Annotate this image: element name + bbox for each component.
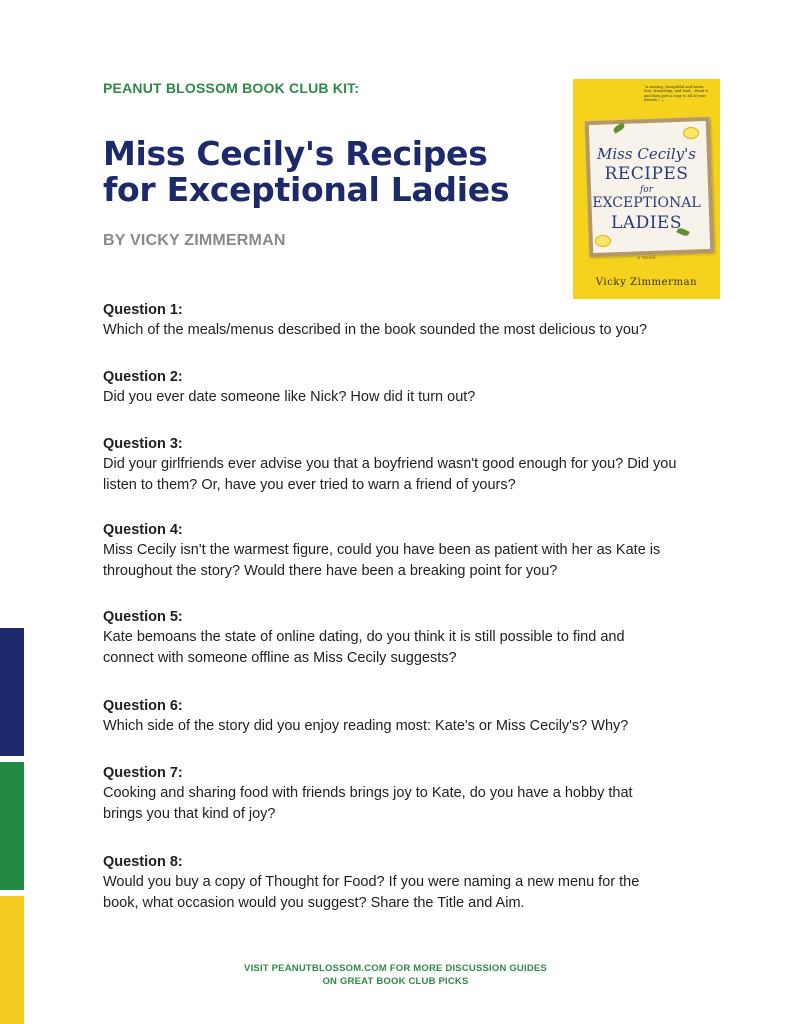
question-label: Question 8: bbox=[103, 854, 183, 870]
question-text-line: brings you that kind of joy? bbox=[103, 806, 276, 822]
question-5 bbox=[103, 607, 723, 669]
lemon-icon bbox=[683, 127, 699, 139]
author-byline: BY VICKY ZIMMERMAN bbox=[103, 232, 286, 249]
question-text-line: Which side of the story did you enjoy reading most: Kate's or Miss Cecily's? Why? bbox=[103, 718, 629, 734]
question-text-line: Miss Cecily isn't the warmest figure, could you have been as patient with her as Kate is bbox=[103, 542, 661, 558]
question-text-line: Cooking and sharing food with friends brings joy to Kate, do you have a hobby that bbox=[103, 785, 633, 801]
stripe-yellow bbox=[0, 896, 24, 1024]
question-4 bbox=[103, 520, 723, 582]
book-cover bbox=[573, 79, 720, 299]
question-text-line: connect with someone offline as Miss Cecily suggests? bbox=[103, 650, 457, 666]
question-label: Question 2: bbox=[103, 369, 183, 385]
stripe-navy bbox=[0, 628, 24, 756]
question-text-line: Would you buy a copy of Thought for Food? If you were naming a new menu for the bbox=[103, 874, 640, 890]
question-1 bbox=[103, 300, 723, 341]
footer-link bbox=[0, 962, 791, 988]
cover-author: Vicky Zimmerman bbox=[595, 277, 698, 288]
cover-title-part-2: RECIPES bbox=[604, 164, 689, 184]
stripe-green bbox=[0, 762, 24, 890]
page-title bbox=[103, 136, 553, 208]
cover-title-part-1: Miss Cecily's bbox=[597, 145, 696, 163]
question-text-line: throughout the story? Would there have been a breaking point for you? bbox=[103, 563, 558, 579]
question-6 bbox=[103, 696, 723, 737]
question-7 bbox=[103, 763, 723, 825]
cover-subtitle: a novel bbox=[637, 255, 656, 261]
footer-line-1: VISIT PEANUTBLOSSOM.COM FOR MORE DISCUSSION GUIDES bbox=[244, 963, 547, 974]
question-text-line: Kate bemoans the state of online dating, do you think it is still possible to find and bbox=[103, 629, 625, 645]
question-text-line: Did you ever date someone like Nick? How did it turn out? bbox=[103, 389, 476, 405]
cover-title-part-5: LADIES bbox=[611, 213, 682, 233]
question-text-line: Did your girlfriends ever advise you that a boyfriend wasn't good enough for you? Did you bbox=[103, 456, 677, 472]
title-line-2: for Exceptional Ladies bbox=[103, 170, 510, 209]
cover-title-part-3: for bbox=[639, 185, 654, 195]
title-line-1: Miss Cecily's Recipes bbox=[103, 134, 488, 173]
question-text-line: Which of the meals/menus described in the book sounded the most delicious to you? bbox=[103, 322, 648, 338]
question-label: Question 3: bbox=[103, 436, 183, 452]
question-text-line: listen to them? Or, have you ever tried to warn a friend of yours? bbox=[103, 477, 516, 493]
kit-kicker: PEANUT BLOSSOM BOOK CLUB KIT: bbox=[103, 80, 360, 96]
question-label: Question 4: bbox=[103, 522, 183, 538]
question-2 bbox=[103, 367, 723, 408]
cover-title-part-4: EXCEPTIONAL bbox=[592, 195, 701, 211]
question-label: Question 6: bbox=[103, 698, 183, 714]
cover-quote: "A moving, thoughtful and warm love, friendship, and food... Read it and then give a copy to all of your friends." — bbox=[644, 85, 709, 103]
question-text-line: book, what occasion would you suggest? Share the Title and Aim. bbox=[103, 895, 525, 911]
question-label: Question 7: bbox=[103, 765, 183, 781]
lemon-icon bbox=[595, 235, 611, 247]
question-8 bbox=[103, 852, 723, 914]
question-3 bbox=[103, 434, 723, 496]
footer-line-2: ON GREAT BOOK CLUB PICKS bbox=[322, 976, 469, 987]
question-label: Question 5: bbox=[103, 609, 183, 625]
question-label: Question 1: bbox=[103, 302, 183, 318]
